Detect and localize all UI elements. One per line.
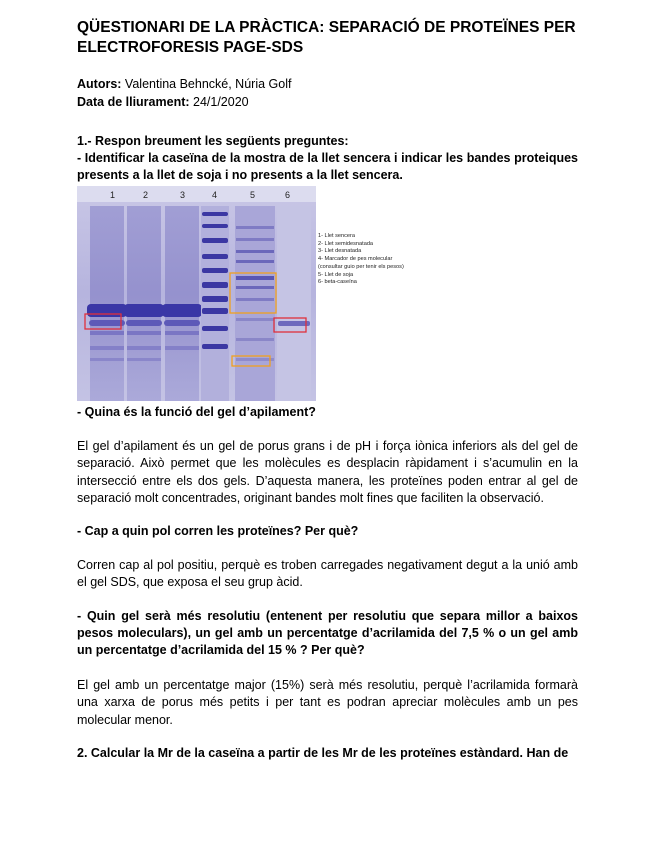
legend-item: 5- Llet de soja xyxy=(318,271,354,278)
lane-number-5: 5 xyxy=(250,190,256,200)
lane-number-6: 6 xyxy=(285,190,291,200)
title-line-1: QÜESTIONARI DE LA PRÀCTICA: SEPARACIÓ DE PROTEÏNES PER xyxy=(77,19,576,36)
lane-5-soy xyxy=(235,206,275,401)
lane-6-beta-casein xyxy=(277,206,311,401)
legend-item: 6- beta-caseïna xyxy=(318,279,357,286)
lane-3 xyxy=(162,206,202,401)
answer-4: El gel amb un percentatge major (15%) serà més resolutiu, perquè l’acrilamida formarà una xarxa de porus més petits i per tant es podran apreciar molècules amb un pes molecular menor. xyxy=(77,678,578,727)
authors-value: Valentina Behncké, Núria Golf xyxy=(121,77,292,91)
title-line-2: ELECTROFORESIS PAGE-SDS xyxy=(77,39,304,56)
gel-electrophoresis-image xyxy=(77,186,316,401)
lane-4-marker xyxy=(201,206,229,401)
question-4: - Quin gel serà més resolutiu (entenent per resolutiu que separa millor a baixos pesos moleculars), un gel amb un percentatge d’acrilamida del 7,5 % o un gel amb un percentatge d’acrilamida del 15 % ? Per què? xyxy=(77,609,578,657)
lane-number-3: 3 xyxy=(180,190,186,200)
section-2-heading: 2. Calcular la Mr de la caseïna a partir de les Mr de les proteïnes estàndard. Han de xyxy=(77,746,569,760)
question-1: - Identificar la caseïna de la mostra de la llet sencera i indicar les bandes proteiques presents a la llet de soja i no presents a la llet sencera. xyxy=(77,151,578,182)
legend-item: (consultar guio per tenir els pesos) xyxy=(318,263,404,270)
lane-number-1: 1 xyxy=(110,190,116,200)
authors-label: Autors: xyxy=(77,77,122,91)
date-value: 24/1/2020 xyxy=(189,95,249,109)
question-3: - Cap a quin pol corren les proteïnes? Per què? xyxy=(77,524,359,538)
question-2: - Quina és la funció del gel d’apilament? xyxy=(77,405,316,419)
answer-2: El gel d’apilament és un gel de porus grans i de pH i força iònica inferiors als del gel de separació. Això permet que les molècules es desplacin ràpidament i s’acumulin en la intersecció entre els dos gels. D’aquesta manera, les proteïnes poden entrar al gel de separació molt concentrades, originant bandes molt fines que faciliten la observació. xyxy=(77,439,578,505)
legend-item: 3- Llet desnatada xyxy=(318,248,362,255)
authors-line xyxy=(77,76,291,93)
gel-legend xyxy=(318,233,404,287)
legend-item: 4- Marcador de pes molecular xyxy=(318,256,393,263)
document-title xyxy=(77,18,577,58)
section-1-heading: 1.- Respon breument les següents preguntes: xyxy=(77,134,349,148)
lane-1 xyxy=(87,206,127,401)
lane-number-2: 2 xyxy=(143,190,149,200)
date-line xyxy=(77,94,249,111)
date-label: Data de lliurament: xyxy=(77,95,190,109)
legend-item: 1- Llet sencera xyxy=(318,233,356,239)
legend-item: 2- Llet semidesnatada xyxy=(318,240,374,247)
answer-3: Corren cap al pol positiu, perquè es troben carregades negativament degut a la unió amb el gel SDS, que exposa el seu grup àcid. xyxy=(77,558,578,590)
lane-2 xyxy=(124,206,164,401)
lane-number-4: 4 xyxy=(212,190,218,200)
